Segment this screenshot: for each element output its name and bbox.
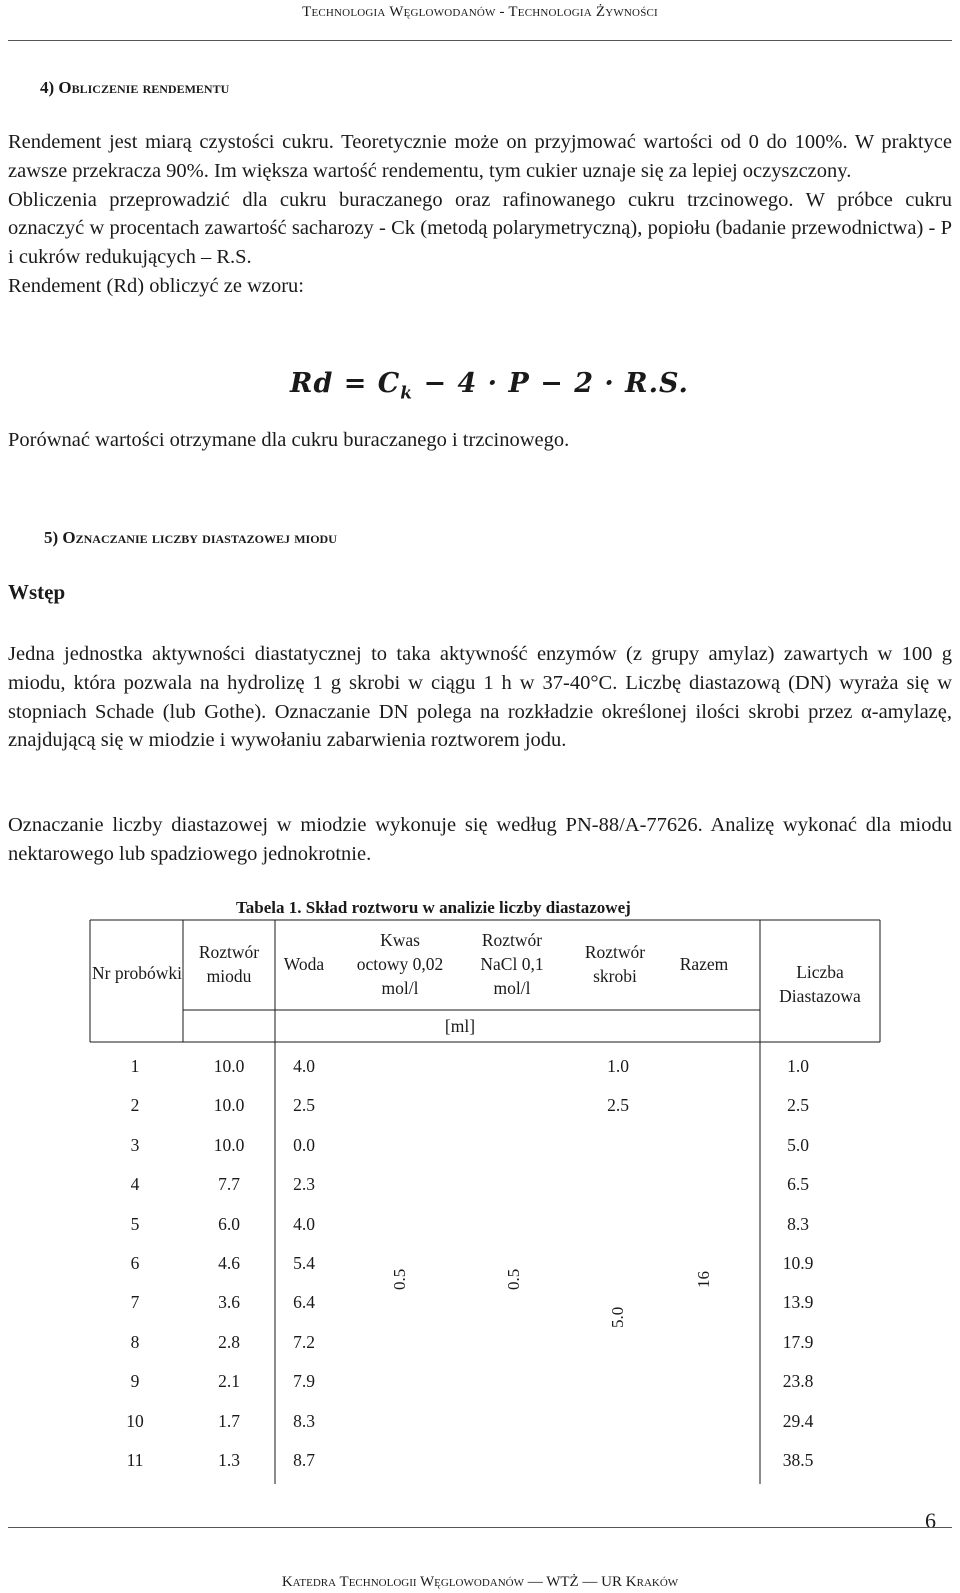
cell-liczba-diastazowa: 17.9 [782, 1331, 814, 1352]
cell-nr: 3 [130, 1134, 140, 1155]
table-caption: Tabela 1. Skład roztworu w analizie liczby diastazowej [236, 898, 631, 917]
header-roztwor-skrobi: Roztwór skrobi [584, 942, 646, 986]
cell-roztwor-miodu: 1.7 [218, 1410, 240, 1431]
formula-ck-sub: k [400, 383, 414, 404]
cell-roztwor-miodu: 4.6 [218, 1253, 240, 1273]
cell-nr: 6 [130, 1253, 140, 1273]
formula-ck: C [377, 368, 401, 399]
cell-nr: 8 [130, 1331, 140, 1352]
cell-nr: 1 [130, 1056, 140, 1076]
cell-woda: 8.3 [293, 1410, 315, 1431]
cell-roztwor-skrobi: 1.0 [607, 1056, 629, 1076]
cell-woda: 2.5 [293, 1095, 315, 1116]
cell-nr: 5 [130, 1213, 140, 1234]
cell-roztwor-miodu: 7.7 [218, 1174, 240, 1195]
footer-rule [8, 1527, 952, 1528]
running-head: Technologia Węglowodanów - Technologia Żywności [302, 4, 658, 20]
section-5-paragraph-1: Jedna jednostka aktywności diastatycznej to taka aktywność enzymów (z grupy amylaz) zawartych w 100 g miodu, która pozwala na hydrolizę 1 g skrobi w ciągu 1 h w 37-40°C. Liczbę diastazową (DN) wyraża się w stopniach Schade (lub Gothe). Oznaczanie DN polega na rozkładzie określonej ilości skrobi przez α-amylazę, znajdującą się w miodzie i wywołaniu zabarwienia roztworem jodu. [8, 643, 952, 752]
cell-woda: 7.9 [293, 1371, 315, 1392]
merged-skrobi: 5.0 [608, 1306, 627, 1328]
cell-woda: 4.0 [293, 1213, 315, 1234]
section-4-paragraph-4: Porównać wartości otrzymane dla cukru buraczanego i trzcinowego. [8, 429, 570, 451]
cell-roztwor-miodu: 6.0 [218, 1213, 240, 1234]
cell-roztwor-miodu: 3.6 [218, 1292, 240, 1313]
cell-liczba-diastazowa: 6.5 [787, 1174, 809, 1195]
cell-woda: 6.4 [293, 1292, 315, 1313]
merged-nacl: 0.5 [504, 1268, 523, 1290]
cell-roztwor-miodu: 1.3 [218, 1450, 240, 1470]
header-nr-probowki: Nr probówki [92, 963, 182, 983]
cell-woda: 7.2 [293, 1331, 315, 1352]
cell-liczba-diastazowa: 38.5 [782, 1450, 814, 1470]
cell-woda: 4.0 [293, 1056, 315, 1076]
section-5-title: 5) Oznaczanie liczby diastazowej miodu [44, 528, 337, 547]
header-roztwor-miodu: Roztwór miodu [198, 942, 260, 986]
section-4-title: 4) Obliczenie rendementu [40, 78, 230, 97]
header-liczba-diastazowa: Liczba Diastazowa [779, 962, 861, 1006]
cell-nr: 11 [126, 1450, 144, 1470]
cell-roztwor-skrobi: 2.5 [607, 1095, 629, 1116]
cell-woda: 2.3 [293, 1174, 315, 1195]
cell-liczba-diastazowa: 1.0 [787, 1056, 809, 1076]
cell-liczba-diastazowa: 8.3 [787, 1213, 809, 1234]
formula-rest: − 4 · P − 2 · R.S. [423, 368, 689, 399]
section-4-paragraph-2: Obliczenia przeprowadzić dla cukru buraczanego oraz rafinowanego cukru trzcinowego. W próbce cukru oznaczyć w procentach zawartość sacharozy - Ck (metodą polarymetryczną), popiołu (badanie przewodnictwa) - P i cukrów redukujących – R.S. [8, 188, 952, 269]
merged-kwas-octowy: 0.5 [390, 1268, 409, 1290]
header-kwas-octowy: Kwas octowy 0,02 mol/l [356, 930, 444, 998]
cell-roztwor-miodu: 2.8 [218, 1331, 240, 1352]
cell-liczba-diastazowa: 10.9 [782, 1253, 814, 1273]
page-number: 6 [925, 1508, 936, 1533]
cell-liczba-diastazowa: 2.5 [787, 1095, 809, 1116]
cell-liczba-diastazowa: 29.4 [782, 1410, 814, 1431]
cell-woda: 0.0 [293, 1134, 315, 1155]
cell-liczba-diastazowa: 23.8 [782, 1371, 814, 1392]
cell-nr: 10 [126, 1410, 144, 1431]
intro-heading: Wstęp [8, 580, 66, 604]
cell-woda: 5.4 [293, 1253, 315, 1273]
header-unit: [ml] [444, 1016, 476, 1036]
cell-roztwor-miodu: 2.1 [218, 1371, 240, 1392]
merged-razem: 16 [694, 1271, 713, 1288]
cell-liczba-diastazowa: 5.0 [787, 1134, 809, 1155]
cell-roztwor-miodu: 10.0 [213, 1134, 245, 1155]
header-razem: Razem [679, 954, 729, 974]
cell-roztwor-miodu: 10.0 [213, 1056, 245, 1076]
formula-lhs: Rd [290, 368, 334, 399]
cell-nr: 2 [130, 1095, 140, 1116]
section-5-paragraph-2: Oznaczanie liczby diastazowej w miodzie wykonuje się według PN-88/A-77626. Analizę wykonać dla miodu nektarowego lub spadziowego jednokrotnie. [8, 814, 952, 865]
cell-woda: 8.7 [293, 1450, 315, 1470]
running-foot: Katedra Technologii Węglowodanów — WTŻ — UR Kraków [281, 1574, 679, 1590]
cell-liczba-diastazowa: 13.9 [782, 1292, 814, 1313]
section-4-paragraph-3: Rendement (Rd) obliczyć ze wzoru: [8, 274, 304, 297]
cell-nr: 4 [130, 1174, 140, 1195]
cell-nr: 9 [130, 1371, 140, 1392]
header-woda: Woda [283, 954, 325, 974]
cell-roztwor-miodu: 10.0 [213, 1095, 245, 1116]
cell-nr: 7 [130, 1292, 140, 1313]
section-4-paragraph-1: Rendement jest miarą czystości cukru. Teoretycznie może on przyjmować wartości od 0 do 100%. W praktyce zawsze przekracza 90%. Im większa wartość rendementu, tym cukier uznaje się za lepiej oczyszczony. [8, 131, 952, 182]
header-roztwor-nacl: Roztwór NaCl 0,1 mol/l [480, 930, 544, 998]
formula-equals: = [343, 368, 368, 399]
